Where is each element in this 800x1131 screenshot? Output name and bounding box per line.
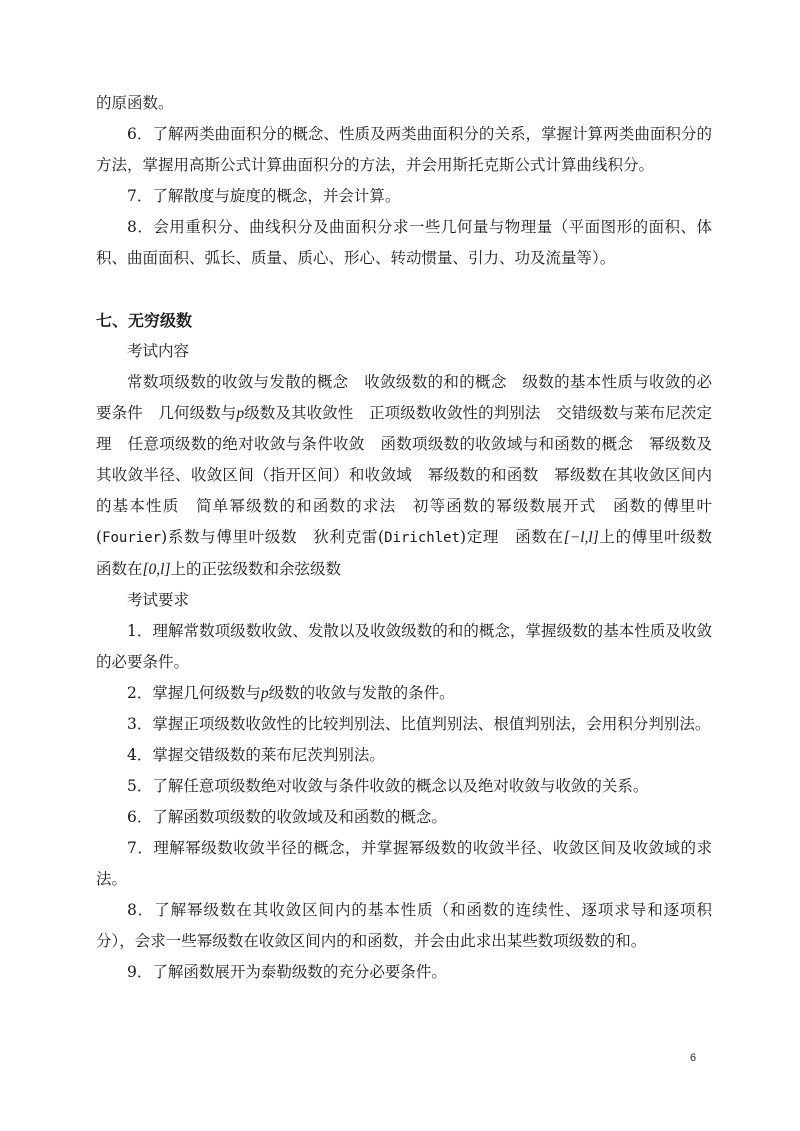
math-interval-symmetric: [−l,l]: [563, 529, 599, 546]
content-heading: 考试内容: [127, 342, 190, 360]
math-p: p: [236, 405, 245, 422]
paragraph-continuation: 的原函数。: [96, 94, 174, 112]
requirement-1: 1．理解常数项级数收敛、发散以及收敛级数的和的概念，掌握级数的基本性质及收敛的必要条件。: [96, 622, 712, 671]
item-7-divergence-curl: 7．了解散度与旋度的概念，并会计算。: [127, 187, 401, 205]
requirement-2: [96, 678, 712, 709]
exam-content-paragraph: [96, 367, 728, 585]
item-8-applications: 8．会用重积分、曲线积分及曲面积分求一些几何量与物理量（平面图形的面积、体积、曲面面积、弧长、质量、质心、形心、转动惯量、引力、功及流量等）。: [96, 218, 712, 267]
term-dirichlet: Dirichlet: [384, 530, 460, 546]
math-interval-half: [0,l]: [142, 561, 171, 578]
item-6-surface-integrals: 6．了解两类曲面积分的概念、性质及两类曲面积分的关系，掌握计算两类曲面积分的方法，掌握用高斯公式计算曲面积分的方法，并会用斯托克斯公式计算曲线积分。: [96, 125, 712, 174]
content-text-e: 上的傅里叶级数 函数在: [96, 528, 728, 578]
requirement-7: 7．理解幂级数收敛半径的概念，并掌握幂级数的收敛半径、收敛区间及收敛域的求法。: [96, 839, 712, 888]
requirement-6: 6．了解函数项级数的收敛域及和函数的概念。: [127, 808, 447, 826]
math-p: p: [260, 685, 269, 702]
requirement-5: 5．了解任意项级数绝对收敛与条件收敛的概念以及绝对收敛与收敛的关系。: [127, 777, 649, 795]
requirement-2-text-a: 2．掌握几何级数与: [127, 684, 261, 702]
requirement-2-text-b: 级数的收敛与发散的条件。: [268, 684, 455, 702]
requirement-8: 8．了解幂级数在其收敛区间内的基本性质（和函数的连续性、逐项求导和逐项积分），会求一些幂级数在收敛区间内的和函数，并会由此求出某些数项级数的和。: [96, 901, 712, 950]
requirements-heading: 考试要求: [127, 591, 190, 609]
content-text-a: 常数项级数的收敛与发散的概念 收敛级数的和的概念 级数的基本性质与收敛的必要条件 几何级数与: [96, 373, 712, 422]
content-text-f: 上的正弦级数和余弦级数: [170, 560, 342, 578]
content-text-d: )定理 函数在: [459, 528, 564, 546]
section-title: 七、无穷级数: [96, 311, 193, 330]
page-number: 6: [690, 1052, 697, 1064]
content-text-b: 级数及其收敛性 正项级数收敛性的判别法 交错级数与莱布尼茨定理 任意项级数的绝对收敛与条件收敛 函数项级数的收敛域与和函数的概念 幂级数及其收敛半径、收敛区间（指开区间）和收敛域 幂级数的和函数 幂级数在其收敛区间内的基本性质 简单幂级数的和函数的求法 初等函数的幂级数展开式 函数的傅里叶(: [96, 404, 712, 546]
requirement-3: 3．掌握正项级数收敛性的比较判别法、比值判别法、根值判别法，会用积分判别法。: [127, 715, 711, 733]
content-text-c: )系数与傅里叶级数 狄利克雷(: [161, 528, 385, 546]
term-fourier: Fourier: [102, 530, 162, 546]
requirement-4: 4．掌握交错级数的莱布尼茨判别法。: [127, 746, 385, 764]
requirement-9: 9．了解函数展开为泰勒级数的充分必要条件。: [127, 963, 447, 981]
page-content: [96, 88, 728, 988]
